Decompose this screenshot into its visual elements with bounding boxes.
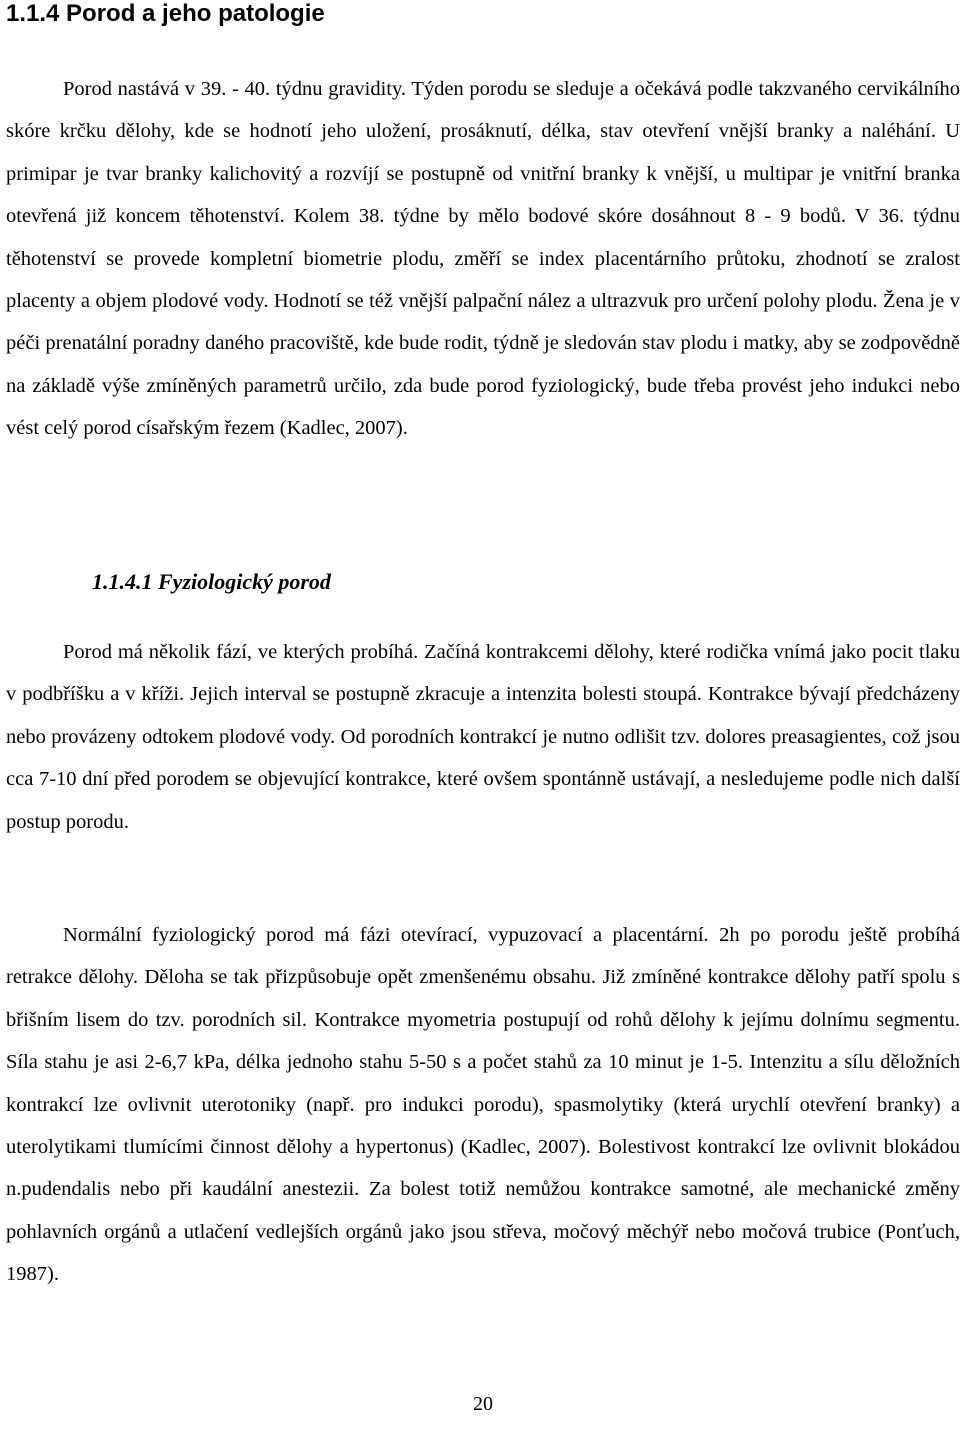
subsection-heading: 1.1.4.1 Fyziologický porod [92,569,331,594]
paragraph-phases: Porod má několik fází, ve kterých probíhá. Začíná kontrakcemi dělohy, které rodička vnímá jako pocit tlaku v podbříšku a v kříži. Jejich interval se postupně zkracuje a intenzita bolesti stoupá. Kontrakce bývají předcházeny nebo provázeny odtokem plodové vody. Od porodních kontrakcí je nutno odlišit tzv. dolores preasagientes, což jsou cca 7-10 dní před porodem se objevující kontrakce, které ovšem spontánně ustávají, a nesledujeme podle nich další postup porodu. [6,641,960,833]
paragraph-normal-birth: Normální fyziologický porod má fázi otevírací, vypuzovací a placentární. 2h po porodu ještě probíhá retrakce dělohy. Děloha se tak přizpůsobuje opět zmenšenému obsahu. Již zmíněné kontrakce dělohy patří spolu s břišním lisem do tzv. porodních sil. Kontrakce myometria postupují od rohů dělohy k jejímu dolnímu segmentu. Síla stahu je asi 2-6,7 kPa, délka jednoho stahu 5-50 s a počet stahů za 10 minut je 1-5. Intenzitu a sílu děložních kontrakcí lze ovlivnit uterotoniky (např. pro indukci porodu), spasmolytiky (která urychlí otevření branky) a uterolytikami tlumícími činnost dělohy a hypertonus) (Kadlec, 2007). Bolestivost kontrakcí lze ovlivnit blokádou n.pudendalis nebo při kaudální anestezii. Za bolest totiž nemůžou kontrakce samotné, ale mechanické změny pohlavních orgánů a utlačení vedlejších orgánů jako jsou střeva, močový měchýř nebo močová trubice (Ponťuch, 1987). [6,924,960,1286]
paragraph-intro: Porod nastává v 39. - 40. týdnu gravidity. Týden porodu se sleduje a očekává podle takzvaného cervikálního skóre krčku dělohy, kde se hodnotí jeho uložení, prosáknutí, délka, stav otevření vnější branky a naléhání. U primipar je tvar branky kalichovitý a rozvíjí se postupně od vnitřní branky k vnější, u multipar je vnitřní branka otevřená již koncem těhotenství. Kolem 38. týdne by mělo bodové skóre dosáhnout 8 - 9 bodů. V 36. týdnu těhotenství se provede kompletní biometrie plodu, změří se index placentárního průtoku, zhodnotí se zralost placenty a objem plodové vody. Hodnotí se též vnější palpační nález a ultrazvuk pro určení polohy plodu. Žena je v péči prenatální poradny daného pracoviště, kde bude rodit, týdně je sledován stav plodu i matky, aby se zodpovědně na základě výše zmíněných parametrů určilo, zda bude porod fyziologický, bude třeba provést jeho indukci nebo vést celý porod císařským řezem (Kadlec, 2007). [6,78,960,440]
page-number: 20 [473,1393,493,1415]
section-heading: 1.1.4 Porod a jeho patologie [6,0,325,27]
